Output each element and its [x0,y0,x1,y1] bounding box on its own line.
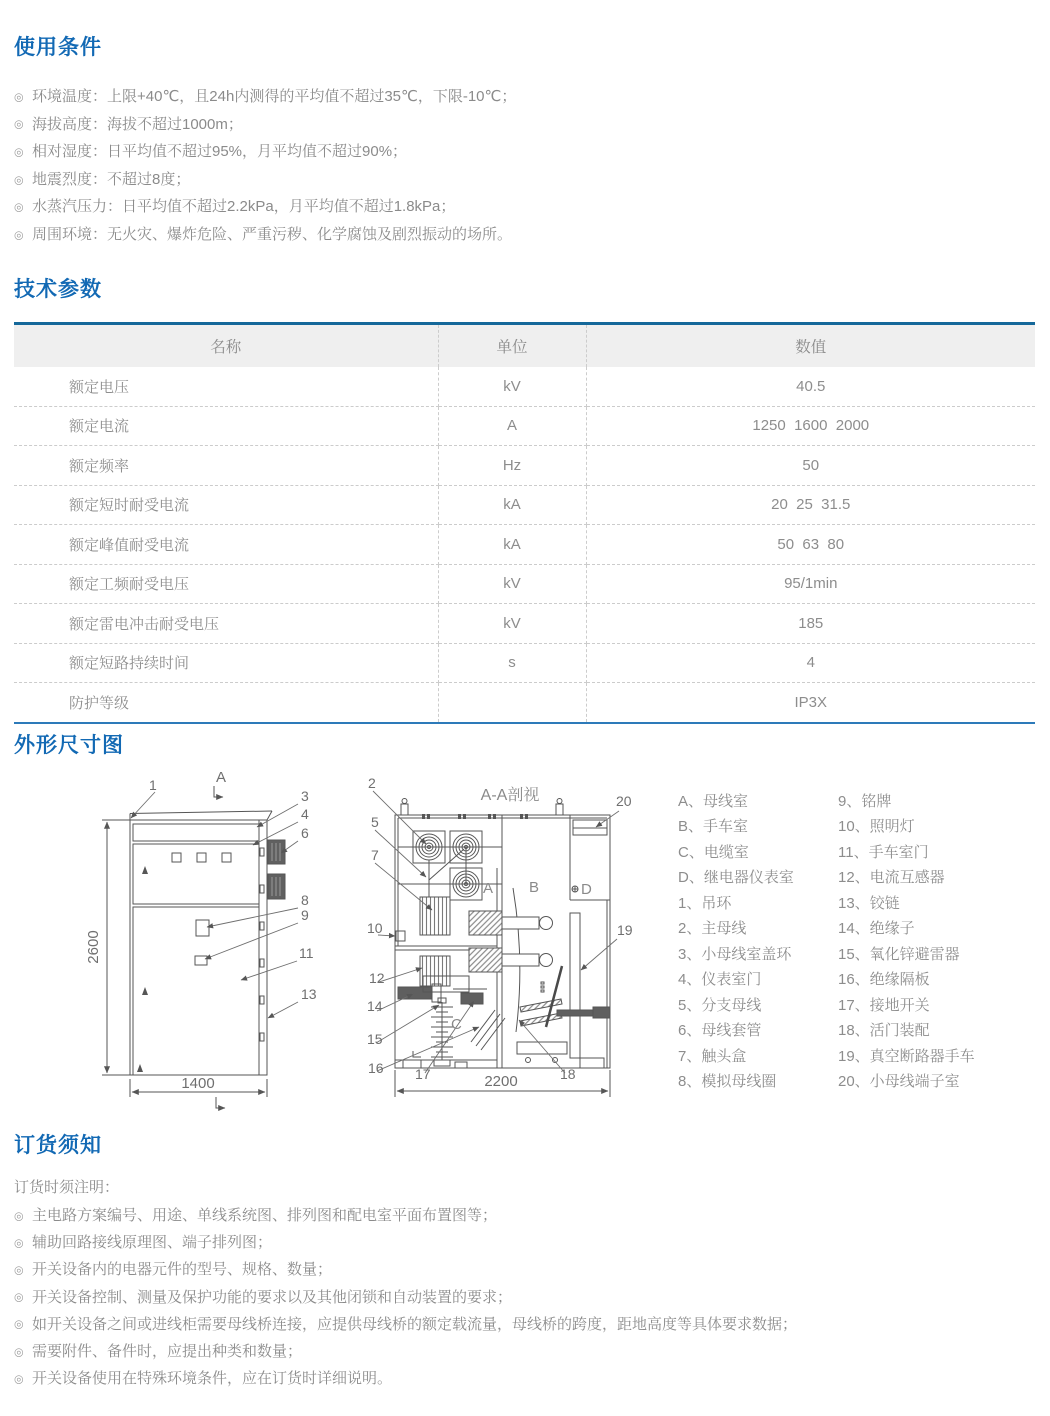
list-item-text: 相对湿度：日平均值不超过95%，月平均值不超过90%； [32,143,408,161]
ring-bullet-icon: ◎ [14,1373,24,1386]
list-item [14,111,516,139]
ordering-notes-title: 订货须知 [14,1134,102,1157]
ring-bullet-icon: ◎ [14,201,24,214]
section-view-drawing [365,770,670,1115]
param-name: 额定频率 [14,446,438,486]
legend-item: 2、主母线 [678,920,747,938]
column-header-value: 数值 [586,324,1035,368]
callout-1-label: 1 [149,777,157,793]
outline-dimensions-title: 外形尺寸图 [14,734,124,757]
list-item [14,1338,797,1365]
legend-item: 17、接地开关 [838,996,930,1014]
ring-bullet-icon: ◎ [14,174,24,187]
param-value: 20 25 31.5 [586,485,1035,525]
legend-item: 5、分支母线 [678,996,762,1014]
legend-item: 12、电流互感器 [838,869,945,887]
param-value: 185 [586,604,1035,644]
param-unit: kV [438,604,586,644]
param-name: 防护等级 [14,683,438,723]
technical-parameters-title: 技术参数 [14,278,102,301]
legend-item: 18、活门装配 [838,1022,930,1040]
callout-13-label: 13 [301,986,317,1002]
callout-12-label: 12 [369,970,385,986]
ordering-intro: 订货时须注明： [14,1179,120,1196]
param-unit [438,683,586,723]
ring-bullet-icon: ◎ [14,229,24,242]
drawing-legend-column-2 [838,789,975,1094]
legend-item: 13、铰链 [838,894,900,912]
list-item-text: 开关设备使用在特殊环境条件，应在订货时详细说明。 [32,1370,393,1388]
list-item [14,1229,797,1256]
callout-3-label: 3 [301,788,309,804]
param-name: 额定峰值耐受电流 [14,525,438,565]
list-item-text: 辅助回路接线原理图、端子排列图； [32,1234,273,1252]
callout-14-label: 14 [367,998,383,1014]
callout-8-label: 8 [301,892,309,908]
list-item-text: 开关设备内的电器元件的型号、规格、数量； [32,1261,333,1279]
callout-9-label: 9 [301,907,309,923]
dimension-lines [102,786,267,1108]
list-item [14,138,516,166]
ring-bullet-icon: ◎ [14,1318,24,1331]
param-value: 4 [586,643,1035,683]
ordering-notes-list [14,1202,797,1392]
legend-item: D、继电器仪表室 [678,869,794,887]
table-row [14,564,1035,604]
legend-item: 20、小母线端子室 [838,1072,960,1090]
legend-item: 4、仪表室门 [678,971,762,989]
list-item [14,83,516,111]
param-value: 50 63 80 [586,525,1035,565]
legend-item: 14、绝缘子 [838,920,915,938]
ring-bullet-icon: ◎ [14,91,24,104]
ring-bullet-icon: ◎ [14,118,24,131]
param-name: 额定雷电冲击耐受电压 [14,604,438,644]
list-item [14,1311,797,1338]
legend-item: 6、母线套管 [678,1022,762,1040]
legend-item: A、母线室 [678,793,749,810]
param-name: 额定电压 [14,367,438,406]
list-item-text: 地震烈度：不超过8度； [32,170,191,188]
list-item-text: 海拔高度：海拔不超过1000m； [32,115,243,133]
list-item-text: 需要附件、备件时，应提出种类和数量； [32,1343,303,1361]
list-item-text: 主电路方案编号、用途、单线系统图、排列图和配电室平面布置图等； [32,1207,498,1224]
width-dimension-label: 1400 [181,1075,215,1092]
param-unit: kV [438,564,586,604]
list-item [14,1202,797,1229]
table-header-row [14,324,1035,368]
room-b-label: B [529,879,540,896]
callout-17-label: 17 [415,1066,431,1082]
width-dimension-label: 2200 [484,1073,518,1090]
list-item-text: 周围环境：无火灾、爆炸危险、严重污秽、化学腐蚀及剧烈振动的场所。 [32,225,513,243]
ring-bullet-icon: ◎ [14,1346,24,1359]
table-row [14,485,1035,525]
callout-15-label: 15 [367,1031,383,1047]
param-unit: kA [438,485,586,525]
table-row [14,604,1035,644]
param-name: 额定短路持续时间 [14,643,438,683]
technical-parameters-table [14,322,1035,724]
list-item [14,1284,797,1311]
callout-6-label: 6 [301,825,309,841]
callout-10-label: 10 [367,920,383,936]
legend-item: 15、氧化锌避雷器 [838,945,960,963]
param-value: 40.5 [586,367,1035,406]
legend-item: 7、触头盒 [678,1047,747,1065]
usage-conditions-list [14,83,516,249]
callout-5-label: 5 [371,814,379,830]
room-a-label: A [483,880,494,897]
param-name: 额定电流 [14,406,438,446]
legend-item: 19、真空断路器手车 [838,1047,975,1065]
list-item-text: 环境温度：上限+40℃，且24h内测得的平均值不超过35℃，下限-10℃； [32,88,517,105]
list-item [14,1365,797,1392]
callout-16-label: 16 [368,1060,384,1076]
bushing-blocks [268,840,285,899]
section-view-title: A-A剖视 [480,787,540,804]
table-row [14,367,1035,406]
ring-bullet-icon: ◎ [14,1291,24,1304]
list-item-text: 如开关设备之间或进线柜需要母线桥连接，应提供母线桥的额定载流量，母线桥的跨度，距地高度等具体要求数据； [32,1315,798,1333]
compartment-internals [395,897,553,986]
param-unit: kV [438,367,586,406]
breaker-trolley [517,913,610,1068]
list-item [14,1256,797,1283]
param-unit: s [438,643,586,683]
legend-item: 3、小母线室盖环 [678,945,792,963]
callout-19-label: 19 [617,922,633,938]
callout-20-label: 20 [616,793,632,809]
legend-item: C、电缆室 [678,843,749,861]
callout-11-label: 11 [299,945,314,961]
table-row [14,525,1035,565]
ring-bullet-icon: ◎ [14,146,24,159]
cabinet-outline [130,811,272,1075]
param-name: 额定工频耐受电压 [14,564,438,604]
callout-7-label: 7 [371,847,379,863]
legend-item: 8、模拟母线圈 [678,1072,777,1090]
legend-item: 10、照明灯 [838,818,915,836]
legend-item: 11、手车室门 [838,843,929,861]
param-unit: kA [438,525,586,565]
column-header-name: 名称 [14,324,438,368]
table-row [14,683,1035,723]
legend-item: 9、铭牌 [838,793,892,810]
list-item [14,193,516,221]
height-dimension-label: 2600 [85,930,102,964]
param-value: 1250 1600 2000 [586,406,1035,446]
list-item-text: 开关设备控制、测量及保护功能的要求以及其他闭锁和自动装置的要求； [32,1288,513,1306]
callout-2-label: 2 [368,775,376,791]
legend-item: 16、绝缘隔板 [838,971,930,989]
list-item-text: 水蒸汽压力：日平均值不超过2.2kPa，月平均值不超过1.8kPa； [32,198,456,216]
param-value: 95/1min [586,564,1035,604]
param-unit: A [438,406,586,446]
list-item [14,221,516,249]
ring-bullet-icon: ◎ [14,1264,24,1277]
param-value: IP3X [586,683,1035,723]
ring-bullet-icon: ◎ [14,1210,24,1223]
table-row [14,446,1035,486]
param-value: 50 [586,446,1035,486]
section-marker-label: A [215,770,227,786]
list-item [14,166,516,194]
ring-bullet-icon: ◎ [14,1237,24,1250]
callout-leaders [131,792,298,1018]
door-handles [137,866,148,1072]
legend-item: B、手车室 [678,818,749,836]
front-view-drawing [85,770,335,1115]
param-unit: Hz [438,446,586,486]
room-c-label: C [451,1016,462,1033]
param-name: 额定短时耐受电流 [14,485,438,525]
room-d-label: D [581,881,592,898]
legend-item: 1、吊环 [678,894,732,912]
callout-4-label: 4 [301,806,309,822]
drawing-legend-column-1 [678,789,794,1094]
usage-conditions-title: 使用条件 [14,36,102,59]
table-row [14,643,1035,683]
column-header-unit: 单位 [438,324,586,368]
table-row [14,406,1035,446]
callout-18-label: 18 [560,1066,576,1082]
